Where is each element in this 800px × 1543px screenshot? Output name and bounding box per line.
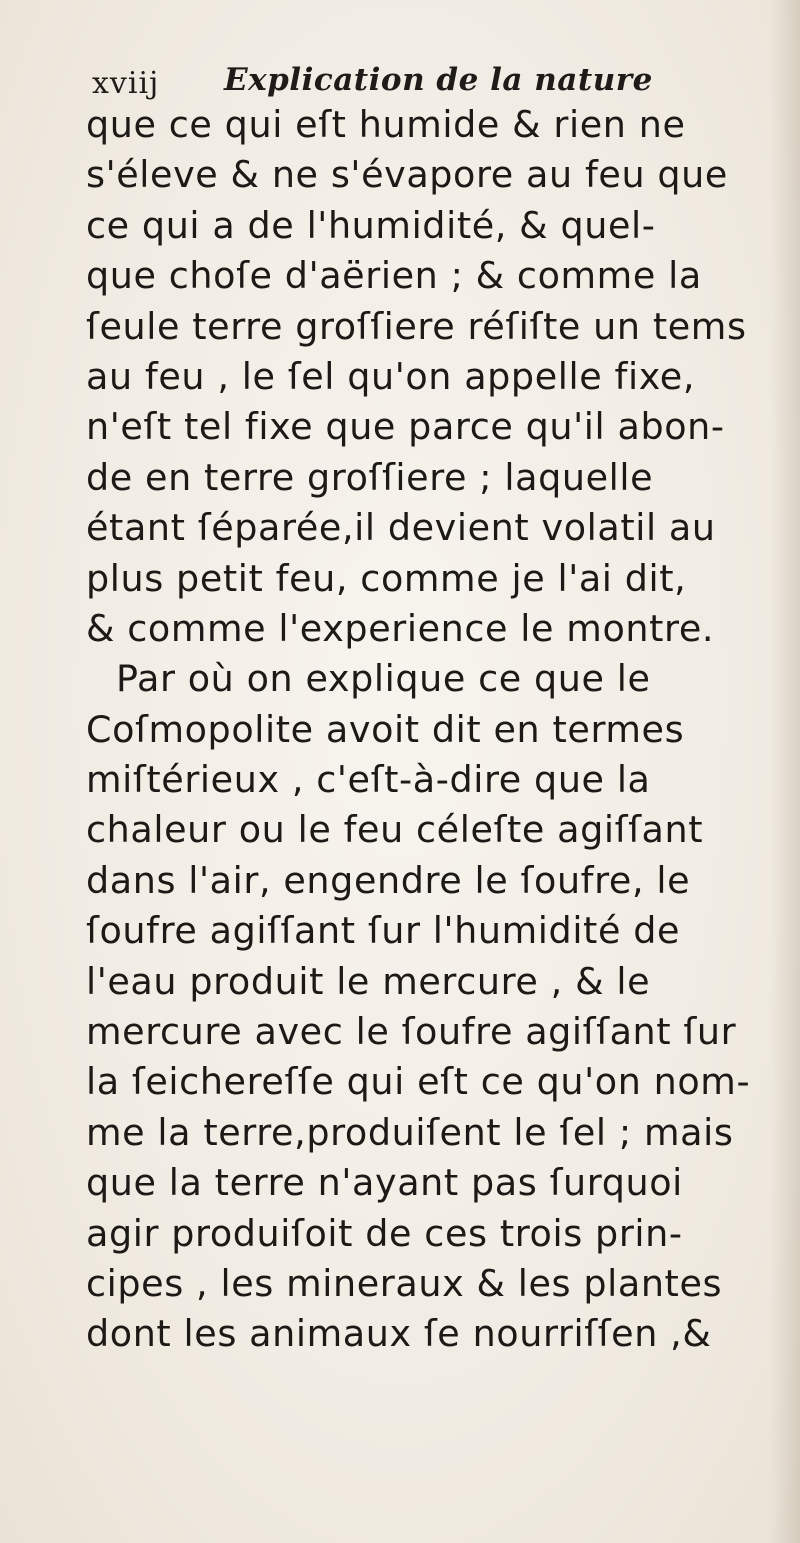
text-line: miſtérieux , c'eſt-à-dire que la xyxy=(86,758,651,802)
text-line: la ſeichereſſe qui eſt ce qu'on nom- xyxy=(86,1060,751,1104)
running-title: Explication de la nature xyxy=(224,62,653,98)
text-line: ſoufre agiſſant ſur l'humidité de xyxy=(86,909,681,953)
text-line: dans l'air, engendre le ſoufre, le xyxy=(86,858,691,902)
text-line: n'eſt tel fixe que parce qu'il abon- xyxy=(86,405,725,449)
text-line: ce qui a de l'humidité, & quel- xyxy=(86,203,656,247)
text-line: étant ſéparée,il devient volatil au xyxy=(86,506,716,550)
text-line: agir produiſoit de ces trois prin- xyxy=(86,1211,683,1255)
text-line: dont les animaux ſe nourriſſen ,& xyxy=(86,1312,712,1356)
text-line: au feu , le ſel qu'on appelle fixe, xyxy=(86,354,696,398)
paragraph-start-line: Par où on explique ce que le xyxy=(116,657,651,701)
body-text xyxy=(86,100,751,1360)
text-line: que ce qui eſt humide & rien ne xyxy=(86,103,686,146)
text-line: plus petit feu, comme je l'ai dit, xyxy=(86,556,687,600)
text-line: chaleur ou le feu céleſte agiſſant xyxy=(86,808,704,852)
text-line: Coſmopolite avoit dit en termes xyxy=(86,707,685,751)
page-number: xviij xyxy=(92,66,160,101)
text-line: cipes , les mineraux & les plantes xyxy=(86,1261,723,1305)
text-line: me la terre,produiſent le ſel ; mais xyxy=(86,1110,734,1154)
text-line: que choſe d'aërien ; & comme la xyxy=(86,254,702,298)
text-line: l'eau produit le mercure , & le xyxy=(86,959,651,1003)
text-line: ſeule terre groſſiere réſiſte un tems xyxy=(86,304,747,348)
text-line: s'éleve & ne s'évapore au feu que xyxy=(86,153,728,197)
text-line: & comme l'experience le montre. xyxy=(86,606,715,650)
text-line: mercure avec le ſoufre agiſſant ſur xyxy=(86,1010,737,1054)
text-line: de en terre groſſiere ; laquelle xyxy=(86,455,654,499)
text-line: que la terre n'ayant pas ſurquoi xyxy=(86,1161,683,1205)
